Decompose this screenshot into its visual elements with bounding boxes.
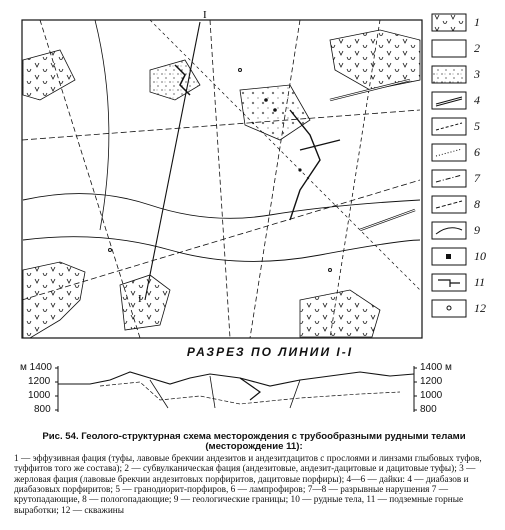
- legend-label-1: 1: [474, 15, 480, 29]
- right-axis-800: 800: [420, 404, 437, 415]
- section-marker-bottom: I: [138, 293, 142, 305]
- legend: [432, 14, 466, 317]
- legend-label-8: 8: [474, 197, 480, 211]
- right-axis-1400: 1400 м: [420, 362, 452, 373]
- left-axis-800: 800: [34, 404, 51, 415]
- legend-label-3: 3: [474, 67, 480, 81]
- legend-label-7: 7: [474, 171, 480, 185]
- legend-label-11: 11: [474, 275, 486, 289]
- legend-label-12: 12: [474, 301, 486, 315]
- legend-label-9: 9: [474, 223, 480, 237]
- legend-label-10: 10: [474, 249, 486, 263]
- left-axis-1200: 1200: [28, 376, 51, 387]
- section-title: РАЗРЕЗ ПО ЛИНИИ I-I: [186, 345, 354, 359]
- caption-title-line2: (месторождение 11):: [205, 441, 303, 453]
- legend-label-4: 4: [474, 93, 480, 107]
- legend-label-2: 2: [474, 41, 480, 55]
- right-axis-1000: 1000: [420, 390, 443, 401]
- figure-caption: [14, 432, 494, 516]
- caption-title-line1: Рис. 54. Геолого-структурная схема месторождения с трубообразными рудными телами: [42, 431, 466, 442]
- right-axis-1200: 1200: [420, 376, 443, 387]
- left-axis-1400: м 1400: [20, 362, 52, 373]
- caption-body: 1 — эффузивная фация (туфы, лавовые брекчии андезитов и андезитдацитов с прослоями и линзами глыбовых туфов, туффитов того же состава); 2 — субвулканическая фация (андезитовые, андезит-дацитовые и дацитовые туфы); 3 — жерловая фация (лавовые брекчии андезитовых порфиритов, дацитовые порфиры); 4—6 — дайки: 4 — диабазов и диабазовых порфиритов; 5 — гранодиорит-порфиров, 6 — лампрофиров; 7—8 — разрывные нарушения 7 — крутопадающие, 8 — пологопадающие; 9 — геологические границы; 10 — рудные тела, 11 — подземные горные выработки; 12 — скважины: [14, 453, 482, 516]
- section-marker-top: I: [203, 9, 207, 21]
- left-axis-1000: 1000: [28, 390, 51, 401]
- legend-label-6: 6: [474, 145, 480, 159]
- legend-label-5: 5: [474, 119, 480, 133]
- map-panel: [22, 20, 422, 338]
- cross-section: [55, 366, 417, 412]
